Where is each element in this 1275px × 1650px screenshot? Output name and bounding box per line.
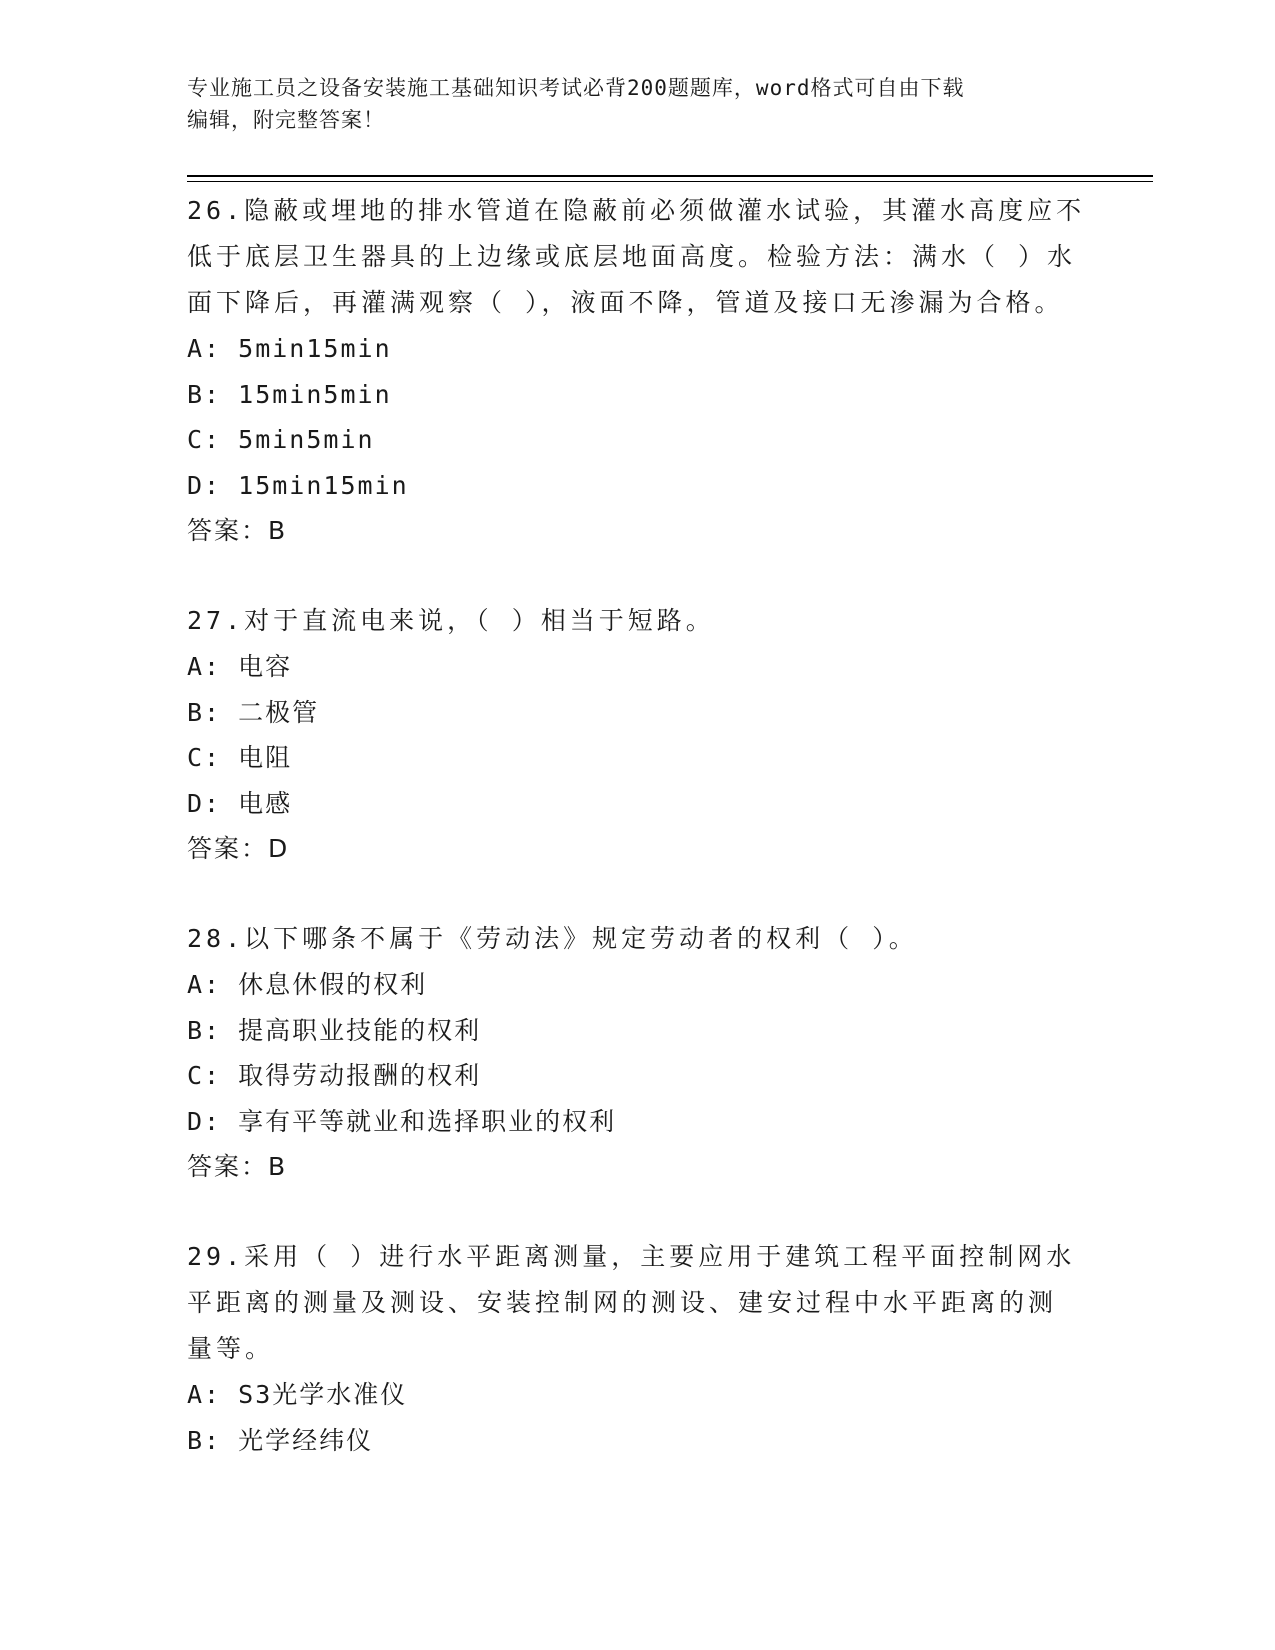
option-a: A: 电容 bbox=[187, 652, 293, 681]
question-stem bbox=[187, 916, 1087, 962]
answer-line: 答案：B bbox=[187, 1152, 288, 1181]
stem-line: 面下降后，再灌满观察（ ），液面不降，管道及接口无渗漏为合格。 bbox=[187, 288, 1064, 317]
answer-line: 答案：B bbox=[187, 516, 288, 545]
option-c: C: 电阻 bbox=[187, 743, 293, 772]
question-stem bbox=[187, 188, 1087, 326]
option-c: C: 取得劳动报酬的权利 bbox=[187, 1061, 482, 1090]
option-d: D: 15min15min bbox=[187, 470, 409, 500]
question-26 bbox=[187, 188, 1087, 553]
stem-line: 低于底层卫生器具的上边缘或底层地面高度。检验方法：满水（ ）水 bbox=[187, 242, 1077, 271]
header-divider-thin bbox=[187, 181, 1153, 182]
stem-line: 平距离的测量及测设、安装控制网的测设、建安过程中水平距离的测 bbox=[187, 1288, 1058, 1317]
option-b: B: 光学经纬仪 bbox=[187, 1425, 374, 1455]
option-d: D: 电感 bbox=[187, 788, 293, 818]
question-stem bbox=[187, 598, 1087, 644]
option-a: A: 5min15min bbox=[187, 334, 392, 363]
option-b: B: 二极管 bbox=[187, 697, 320, 727]
question-stem bbox=[187, 1234, 1087, 1372]
header-line-1: 专业施工员之设备安装施工基础知识考试必背200题题库，word格式可自由下载 bbox=[187, 76, 965, 100]
stem-line: 26.隐蔽或埋地的排水管道在隐蔽前必须做灌水试验，其灌水高度应不 bbox=[187, 196, 1086, 225]
question-list bbox=[187, 188, 1087, 1508]
stem-line: 29.采用（ ）进行水平距离测量，主要应用于建筑工程平面控制网水 bbox=[187, 1242, 1076, 1271]
question-29 bbox=[187, 1234, 1087, 1463]
option-b: B: 提高职业技能的权利 bbox=[187, 1015, 482, 1045]
option-c: C: 5min5min bbox=[187, 425, 375, 454]
document-header bbox=[187, 72, 1087, 136]
option-b: B: 15min5min bbox=[187, 379, 392, 409]
question-27 bbox=[187, 598, 1087, 871]
answer-line: 答案：D bbox=[187, 834, 290, 863]
stem-line: 27.对于直流电来说，（ ）相当于短路。 bbox=[187, 606, 715, 635]
question-28 bbox=[187, 916, 1087, 1189]
option-a: A: S3光学水准仪 bbox=[187, 1380, 408, 1409]
option-a: A: 休息休假的权利 bbox=[187, 970, 428, 999]
header-line-2: 编辑，附完整答案！ bbox=[187, 108, 385, 132]
header-divider-thick bbox=[187, 175, 1153, 177]
option-d: D: 享有平等就业和选择职业的权利 bbox=[187, 1106, 617, 1136]
stem-line: 量等。 bbox=[187, 1334, 275, 1363]
stem-line: 28.以下哪条不属于《劳动法》规定劳动者的权利（ ）。 bbox=[187, 924, 918, 953]
